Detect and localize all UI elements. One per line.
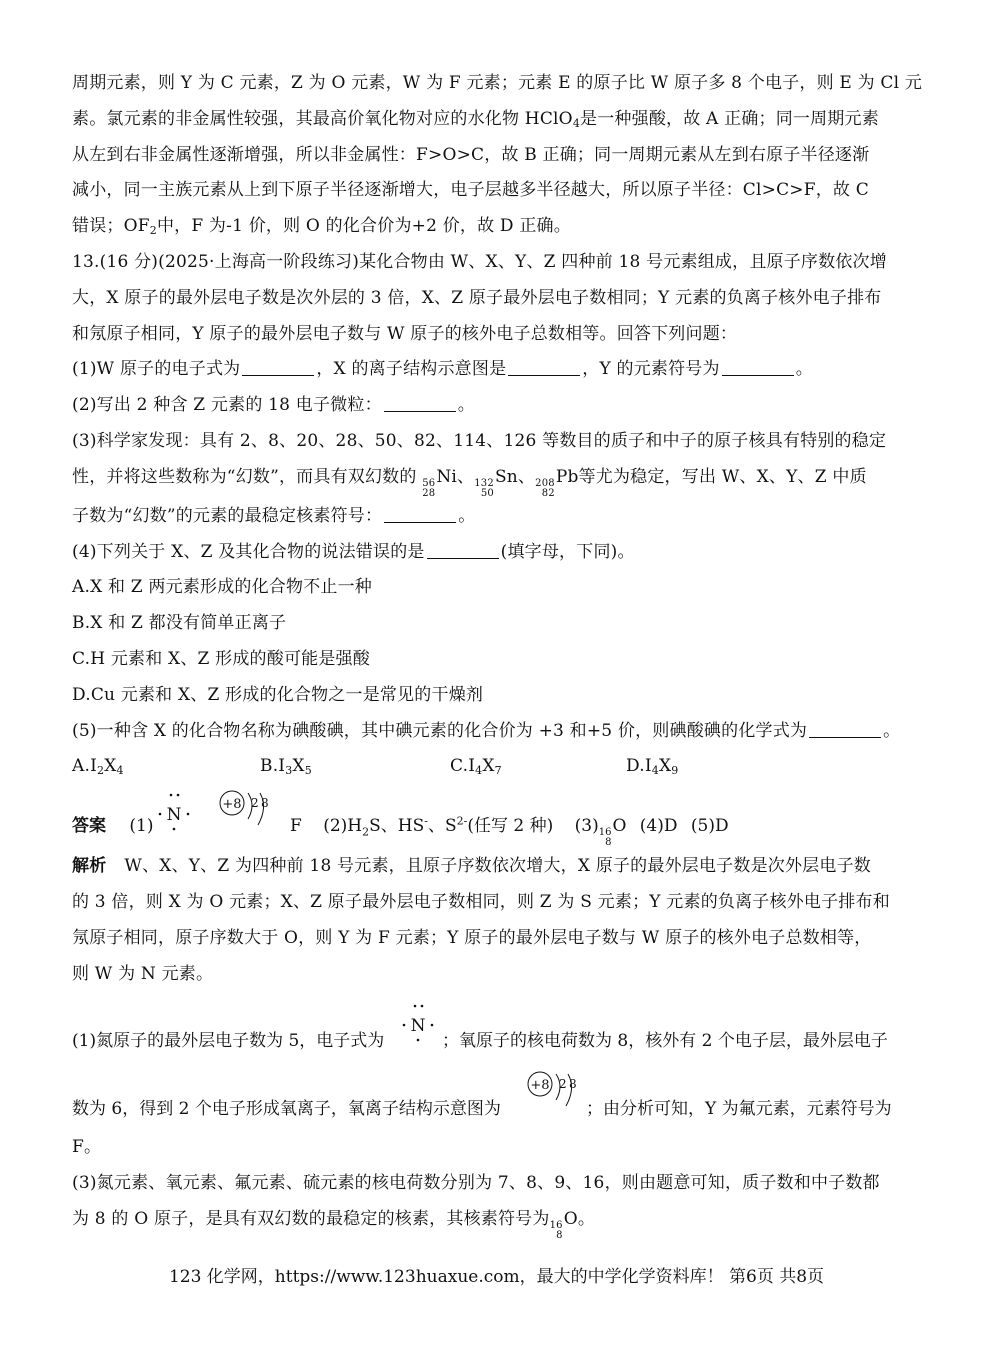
option-c: $C.I_4X_7$ [450, 756, 502, 778]
answer-line: 答案 (1) N +8 2 8 F $(2)H_2S$、HS-、$S^{2-}$(任写 2 种) (3) 16 8 O (4)D (5)D [72, 785, 922, 849]
nuclide-pb: 208 82 [535, 477, 555, 499]
oxygen-ion-diagram [526, 1066, 586, 1116]
answer-blank[interactable] [242, 357, 314, 376]
question-13-5: (5)一种含 X 的化合物名称为碘酸碘，其中碘元素的化合价为 +3 和+5 价，则碘酸碘的化学式为 。 [72, 720, 901, 741]
question-13-3: (3)科学家发现：具有 2、8、20、28、50、82、114、126 等数目的质子和中子的原子核具有特别的稳定 [72, 430, 887, 451]
svg-text:N: N [166, 805, 182, 826]
svg-text:2: 2 [251, 796, 259, 811]
nuclide-sn: 132 50 [474, 477, 494, 499]
option-d: $D.I_4X_9$ [626, 756, 679, 778]
text-line: 错误；$OF_2$中，F 为-1 价，则 O 的化合价为+2 价，故 D 正确。 [72, 216, 571, 238]
option-b: B.X 和 Z 都没有简单正离子 [72, 613, 287, 634]
answer-blank[interactable] [508, 357, 580, 376]
svg-text:+8: +8 [222, 797, 242, 813]
analysis-label: 解析 [72, 856, 107, 877]
text-line: 子数为“幻数”的元素的最稳定核素符号： 。 [72, 505, 476, 526]
option-a: A.X 和 Z 两元素形成的化合物不止一种 [72, 577, 373, 598]
page-footer: 123 化学网，https://www.123huaxue.com，最大的中学化学资料库！ 第6页 共8页 [168, 1267, 825, 1287]
text-line: 素。氯元素的非金属性较强，其最高价氧化物对应的水化物 HClO$_4$是一种强酸，故 A 正确；同一周期元素 [72, 108, 879, 130]
question-13-4: (4)下列关于 X、Z 及其化合物的说法错误的是 (填字母，下同)。 [72, 541, 635, 562]
answer-blank[interactable] [809, 719, 881, 738]
question-13-1: (1)W 原子的电子式为 ，X 的离子结构示意图是 ，Y 的元素符号为 。 [72, 359, 813, 380]
text-line: 性，并将这些数称为“幻数”，而具有双幻数的 56 28 Ni、 132 50 Sn、 208 82 Pb等尤为稳定，写出 W、X、Y、Z 中质 [72, 466, 867, 499]
answer-blank[interactable] [384, 504, 456, 523]
text-line: 减小，同一主族元素从上到下原子半径逐渐增大，电子层越多半径越大，所以原子半径：Cl>C>F，故 C [72, 180, 869, 201]
question-13-2: (2)写出 2 种含 Z 元素的 18 电子微粒： 。 [72, 395, 475, 416]
question-13-stem: 13.(16 分)(2025·上海高一阶段练习)某化合物由 W、X、Y、Z 四种前 18 号元素组成，且原子序数依次增 [72, 251, 887, 272]
text-line: F。 [72, 1137, 102, 1158]
document-body [72, 66, 922, 1241]
text-line: 为 8 的 O 原子，是具有双幻数的最稳定的核素，其核素符号为 16 8 O。 [72, 1208, 596, 1241]
option-d: D.Cu 元素和 X、Z 形成的化合物之一是常见的干燥剂 [72, 684, 484, 705]
svg-text:N: N [410, 1016, 426, 1037]
answer-blank[interactable] [384, 393, 456, 412]
option-c: C.H 元素和 X、Z 形成的酸可能是强酸 [72, 648, 370, 669]
option-b: $B.I_3X_5$ [260, 756, 312, 778]
nuclide-ni: 56 28 [422, 477, 436, 499]
nuclide-o: 16 8 [549, 1219, 563, 1241]
text-line: 则 W 为 N 元素。 [72, 963, 214, 984]
answer-blank[interactable] [722, 357, 794, 376]
answer-blank[interactable] [427, 540, 499, 559]
svg-text:2: 2 [559, 1077, 567, 1092]
nuclide-o: 16 8 [598, 827, 612, 849]
text-line: 周期元素，则 Y 为 C 元素，Z 为 O 元素，W 为 F 元素；元素 E 的原子比 W 原子多 8 个电子，则 E 为 Cl 元 [72, 73, 923, 93]
option-a: $A.I_2X_4$ [72, 756, 124, 778]
oxygen-ion-diagram [218, 785, 278, 835]
analysis-line: 解析 W、X、Y、Z 为四种前 18 号元素，且原子序数依次增大，X 原子的最外层电子数是次外层电子数 [72, 856, 871, 877]
electron-dot-n [154, 789, 194, 835]
text-line: 的 3 倍，则 X 为 O 元素；X、Z 原子最外层电子数相同，则 Z 为 S 元素；Y 元素的负离子核外电子排布和 [72, 891, 890, 912]
text-line: 从左到右非金属性逐渐增强，所以非金属性：F>O>C，故 B 正确；同一周期元素从左到右原子半径逐渐 [72, 144, 870, 165]
electron-dot-n [398, 1000, 438, 1046]
svg-text:8: 8 [261, 796, 269, 811]
analysis-3: (3)氮元素、氧元素、氟元素、硫元素的核电荷数分别为 7、8、9、16，则由题意可知，质子数和中子数都 [72, 1173, 880, 1194]
text-line: 大，X 原子的最外层电子数是次外层的 3 倍，X、Z 原子最外层电子数相同；Y 元素的负离子核外电子排布 [72, 287, 882, 308]
svg-text:8: 8 [569, 1077, 577, 1092]
text-line: 和氖原子相同，Y 原子的最外层电子数与 W 原子的核外电子总数相等。回答下列问题： [72, 323, 738, 344]
question-13-5-options [72, 749, 922, 785]
svg-text:+8: +8 [530, 1078, 550, 1094]
analysis-1: (1)氮原子的最外层电子数为 5，电子式为 N ；氧原子的核电荷数为 8，核外有 2 个电子层，最外层电子 [72, 992, 922, 1062]
text-line: 氖原子相同，原子序数大于 O，则 Y 为 F 元素；Y 原子的最外层电子数与 W 原子的核外电子总数相等， [72, 927, 872, 948]
answer-label: 答案 [72, 816, 106, 837]
analysis-1-cont: 数为 6，得到 2 个电子形成氧离子，氧离子结构示意图为 +8 2 8 ；由分析可知，Y 为氟元素，元素符号为 [72, 1062, 922, 1130]
